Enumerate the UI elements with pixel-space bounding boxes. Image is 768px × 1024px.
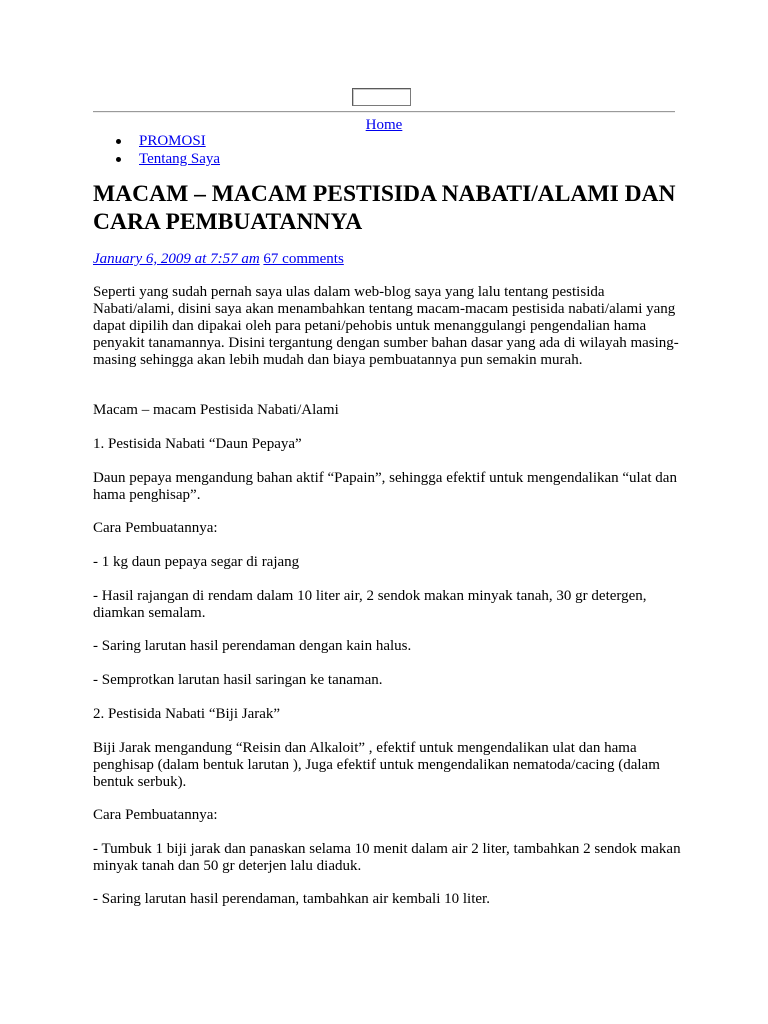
- nav-item-tentang-saya: [93, 150, 220, 168]
- nav-link-tentang-saya[interactable]: Tentang Saya: [139, 151, 221, 167]
- step-text: - 1 kg daun pepaya segar di rajang: [93, 554, 300, 570]
- pepaya-description: Daun pepaya mengandung bahan aktif “Papain”, sehingga efektif untuk mengendalikan “ulat dan hama penghisap”.: [93, 470, 677, 503]
- item-heading-pepaya: 1. Pestisida Nabati “Daun Pepaya”: [93, 436, 302, 452]
- method-heading: Cara Pembuatannya:: [93, 807, 218, 823]
- nav-item-promosi: [93, 132, 220, 150]
- item-heading-jarak: 2. Pestisida Nabati “Biji Jarak”: [93, 706, 281, 722]
- bullet-icon: [116, 157, 121, 162]
- nav-link-promosi[interactable]: PROMOSI: [139, 133, 206, 149]
- search-input[interactable]: [352, 88, 411, 106]
- step-text: - Saring larutan hasil perendaman dengan kain halus.: [93, 638, 412, 654]
- home-link[interactable]: Home: [365, 117, 403, 133]
- post-title: MACAM – MACAM PESTISIDA NABATI/ALAMI DAN CARA PEMBUATANNYA: [93, 181, 676, 235]
- section-heading: Macam – macam Pestisida Nabati/Alami: [93, 402, 339, 418]
- nav-list: [93, 132, 220, 168]
- step-text: - Semprotkan larutan hasil saringan ke tanaman.: [93, 672, 383, 688]
- intro-paragraph: Seperti yang sudah pernah saya ulas dalam web-blog saya yang lalu tentang pestisida Nabati/alami, disini saya akan menambahkan tentang macam-macam pestisida nabati/alami yang dapat dipilih dan dipakai oleh para petani/pehobis untuk menanggulangi pengendalian hama penyakit tanamannya. Disini tergantung dengan sumber bahan dasar yang ada di wilayah masing-masing sehingga akan lebih mudah dan biaya pembuatannya pun semakin murah.: [93, 284, 679, 368]
- step-text: - Saring larutan hasil perendaman, tambahkan air kembali 10 liter.: [93, 891, 490, 907]
- step-text: - Tumbuk 1 biji jarak dan panaskan selama 10 menit dalam air 2 liter, tambahkan 2 sendok makan minyak tanah dan 50 gr deterjen lalu diaduk.: [93, 841, 681, 874]
- jarak-description: Biji Jarak mengandung “Reisin dan Alkaloit” , efektif untuk mengendalikan ulat dan hama penghisap (dalam bentuk larutan ), Juga efektif untuk mengendalikan nematoda/cacing (dalam bentuk serbuk).: [93, 740, 660, 790]
- comments-link[interactable]: 67 comments: [263, 251, 344, 267]
- bullet-icon: [116, 139, 121, 144]
- method-heading: Cara Pembuatannya:: [93, 520, 218, 536]
- header-divider: [93, 111, 675, 113]
- post-date-link[interactable]: January 6, 2009 at 7:57 am: [93, 251, 260, 267]
- step-text: - Hasil rajangan di rendam dalam 10 liter air, 2 sendok makan minyak tanah, 30 gr detergen, diamkan semalam.: [93, 588, 647, 621]
- post-meta: [93, 250, 344, 268]
